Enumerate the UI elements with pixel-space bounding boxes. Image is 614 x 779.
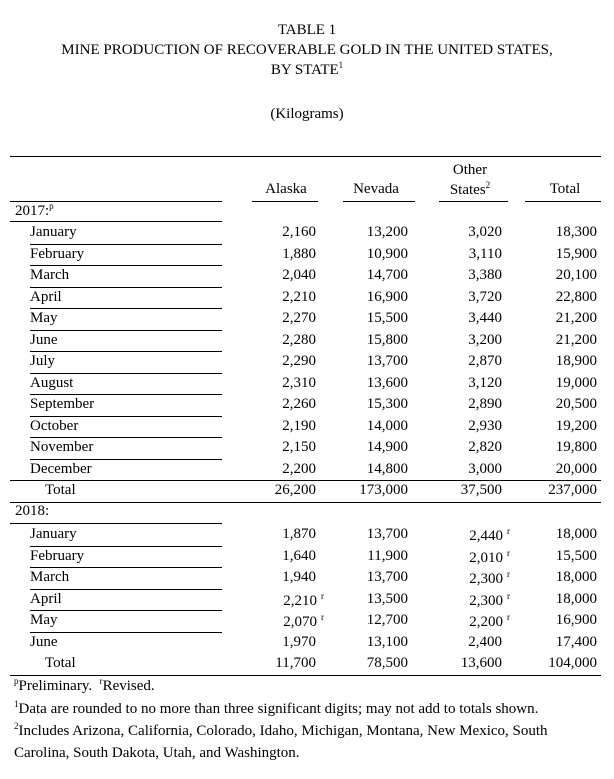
units-label: (Kilograms) bbox=[270, 106, 344, 122]
col-header-other-states: Other States$^2$ bbox=[449, 162, 491, 198]
footnote-2: $^2$Includes Arizona, California, Colorado, Idaho, Michigan, Montana, New Mexico, South bbox=[14, 721, 548, 739]
cell-total: 15,500 bbox=[555, 547, 597, 564]
cell-nevada: 14,700 bbox=[366, 267, 408, 283]
row-divider bbox=[30, 416, 222, 417]
revised-mark: r bbox=[507, 526, 510, 536]
cell-nevada: 13,500 bbox=[366, 590, 408, 607]
row-divider bbox=[30, 546, 222, 547]
cell-total: 20,000 bbox=[555, 460, 597, 477]
cell-other: 3,020 bbox=[468, 224, 502, 240]
total-2017-label: Total bbox=[45, 482, 76, 498]
row-month-label: June bbox=[30, 633, 58, 650]
cell-other: 2,440 $^r$ bbox=[469, 526, 510, 544]
cell-other: 3,380 bbox=[468, 267, 502, 283]
cell-alaska: 1,880 bbox=[282, 245, 316, 262]
row-month-label: January bbox=[30, 224, 77, 240]
revised-mark: r bbox=[507, 612, 510, 622]
cell-alaska: 1,940 bbox=[282, 569, 316, 585]
cell-other: 2,870 bbox=[468, 353, 502, 369]
cell-nevada: 13,700 bbox=[366, 353, 408, 369]
footnote-ref: 1 bbox=[338, 60, 344, 70]
table-title-line-2: BY STATE$^1$ bbox=[270, 60, 344, 78]
revised-mark: r bbox=[507, 569, 510, 579]
cell-nevada: 14,900 bbox=[366, 439, 408, 455]
table-title: MINE PRODUCTION OF RECOVERABLE GOLD IN THE UNITED STATES, bbox=[61, 42, 553, 58]
row-month-label: December bbox=[30, 460, 92, 477]
footnote-1: $^1$Data are rounded to no more than three significant digits; may not add to totals shown. bbox=[14, 699, 539, 717]
row-month-label: October bbox=[30, 417, 79, 434]
year-2018-rule bbox=[10, 523, 222, 524]
year-label-2017: 2017:$^p$ bbox=[15, 201, 54, 219]
cell-alaska: 2,200 bbox=[282, 460, 316, 477]
row-month-label: August bbox=[30, 374, 74, 391]
cell-alaska: 2,210 $^r$ bbox=[283, 590, 324, 609]
cell-alaska: 2,190 bbox=[282, 417, 316, 434]
row-month-label: May bbox=[30, 310, 58, 326]
cell-other: 2,300 $^r$ bbox=[469, 590, 510, 609]
cell-total: 20,500 bbox=[555, 396, 597, 412]
cell-alaska: 1,870 bbox=[282, 526, 316, 542]
cell-other: 2,010 $^r$ bbox=[469, 547, 510, 566]
cell-alaska: 2,310 bbox=[282, 374, 316, 391]
header-rule-alaska bbox=[252, 201, 318, 202]
row-divider bbox=[30, 632, 222, 633]
cell-nevada: 13,600 bbox=[366, 374, 408, 391]
row-divider bbox=[30, 459, 222, 460]
cell-total: 18,900 bbox=[555, 353, 597, 369]
header-rule-other bbox=[439, 201, 508, 202]
total-2018-total: 104,000 bbox=[548, 655, 597, 671]
revised-mark: r bbox=[507, 547, 510, 558]
row-month-label: January bbox=[30, 526, 77, 542]
row-month-label: March bbox=[30, 267, 70, 283]
row-month-label: June bbox=[30, 331, 58, 348]
cell-nevada: 14,000 bbox=[366, 417, 408, 434]
total-2017-other: 37,500 bbox=[460, 482, 502, 498]
cell-alaska: 2,260 bbox=[282, 396, 316, 412]
row-divider bbox=[30, 373, 222, 374]
header-rule-stub bbox=[10, 201, 222, 202]
table-number: TABLE 1 bbox=[277, 22, 337, 38]
cell-nevada: 10,900 bbox=[366, 245, 408, 262]
row-month-label: February bbox=[30, 245, 85, 262]
cell-nevada: 12,700 bbox=[366, 612, 408, 628]
footnote-legend: $^p$Preliminary. $^r$Revised. bbox=[14, 676, 155, 694]
cell-other: 3,120 bbox=[468, 374, 502, 391]
row-divider bbox=[30, 567, 222, 568]
cell-total: 18,000 bbox=[555, 569, 597, 585]
cell-total: 21,200 bbox=[555, 310, 597, 326]
row-month-label: July bbox=[30, 353, 56, 369]
header-rule-nevada bbox=[343, 201, 415, 202]
cell-nevada: 15,500 bbox=[366, 310, 408, 326]
cell-total: 21,200 bbox=[555, 331, 597, 348]
row-divider bbox=[30, 330, 222, 331]
cell-nevada: 14,800 bbox=[366, 460, 408, 477]
row-divider bbox=[30, 610, 222, 611]
header-rule-total bbox=[525, 201, 601, 202]
cell-nevada: 13,700 bbox=[366, 569, 408, 585]
cell-other: 2,820 bbox=[468, 439, 502, 455]
total-2018-label: Total bbox=[45, 655, 76, 671]
year-label-2018: 2018: bbox=[15, 503, 50, 519]
row-month-label: November bbox=[30, 439, 94, 455]
total-2017-alaska: 26,200 bbox=[274, 482, 316, 498]
cell-nevada: 11,900 bbox=[367, 547, 408, 564]
row-divider bbox=[30, 589, 222, 590]
cell-alaska: 1,640 bbox=[282, 547, 316, 564]
total-2017-total: 237,000 bbox=[548, 482, 597, 498]
cell-alaska: 2,150 bbox=[282, 439, 316, 455]
col-header-total: Total bbox=[549, 181, 581, 197]
row-month-label: April bbox=[30, 288, 62, 305]
row-divider bbox=[30, 308, 222, 309]
total-2017-nevada: 173,000 bbox=[359, 482, 408, 498]
cell-other: 2,890 bbox=[468, 396, 502, 412]
cell-nevada: 15,800 bbox=[366, 331, 408, 348]
row-month-label: February bbox=[30, 547, 85, 564]
revised-mark: r bbox=[507, 590, 510, 601]
cell-total: 19,800 bbox=[555, 439, 597, 455]
cell-nevada: 13,200 bbox=[366, 224, 408, 240]
cell-alaska: 2,290 bbox=[282, 353, 316, 369]
cell-total: 18,000 bbox=[555, 590, 597, 607]
cell-alaska: 2,160 bbox=[282, 224, 316, 240]
cell-other: 3,110 bbox=[468, 245, 502, 262]
footnote-2-continued: Carolina, South Dakota, Utah, and Washington. bbox=[14, 745, 300, 761]
row-divider bbox=[30, 437, 222, 438]
row-divider bbox=[30, 351, 222, 352]
cell-other: 2,400 bbox=[468, 633, 502, 650]
cell-other: 2,930 bbox=[468, 417, 502, 434]
cell-other: 3,000 bbox=[468, 460, 502, 477]
cell-total: 18,300 bbox=[555, 224, 597, 240]
cell-total: 19,000 bbox=[555, 374, 597, 391]
cell-nevada: 13,100 bbox=[366, 633, 408, 650]
cell-alaska: 2,280 bbox=[282, 331, 316, 348]
revised-mark: r bbox=[321, 612, 324, 622]
row-divider bbox=[30, 244, 222, 245]
top-rule bbox=[10, 156, 601, 157]
row-divider bbox=[30, 394, 222, 395]
cell-other: 2,300 $^r$ bbox=[469, 569, 510, 587]
cell-alaska: 1,970 bbox=[282, 633, 316, 650]
cell-alaska: 2,040 bbox=[282, 267, 316, 283]
row-month-label: May bbox=[30, 612, 58, 628]
cell-nevada: 16,900 bbox=[366, 288, 408, 305]
total-2018-other: 13,600 bbox=[460, 655, 502, 671]
col-header-nevada: Nevada bbox=[353, 181, 399, 197]
col-header-alaska: Alaska bbox=[265, 181, 307, 197]
row-month-label: April bbox=[30, 590, 62, 607]
row-divider bbox=[30, 287, 222, 288]
cell-total: 17,400 bbox=[555, 633, 597, 650]
cell-alaska: 2,210 bbox=[282, 288, 316, 305]
cell-other: 3,200 bbox=[468, 331, 502, 348]
cell-total: 16,900 bbox=[555, 612, 597, 628]
total-2018-alaska: 11,700 bbox=[275, 655, 316, 671]
cell-total: 18,000 bbox=[555, 526, 597, 542]
row-month-label: March bbox=[30, 569, 70, 585]
cell-alaska: 2,270 bbox=[282, 310, 316, 326]
cell-other: 2,200 $^r$ bbox=[469, 612, 510, 630]
total-2017-rule-bottom bbox=[10, 502, 601, 503]
total-2017-rule-top bbox=[10, 480, 601, 481]
cell-nevada: 15,300 bbox=[366, 396, 408, 412]
year-2017-rule bbox=[10, 221, 222, 222]
row-month-label: September bbox=[30, 396, 95, 412]
total-2018-nevada: 78,500 bbox=[366, 655, 408, 671]
cell-other: 3,720 bbox=[468, 288, 502, 305]
cell-nevada: 13,700 bbox=[366, 526, 408, 542]
cell-total: 15,900 bbox=[555, 245, 597, 262]
cell-other: 3,440 bbox=[468, 310, 502, 326]
revised-mark: r bbox=[321, 590, 324, 601]
row-divider bbox=[30, 265, 222, 266]
cell-total: 20,100 bbox=[555, 267, 597, 283]
cell-alaska: 2,070 $^r$ bbox=[283, 612, 324, 630]
cell-total: 22,800 bbox=[555, 288, 597, 305]
cell-total: 19,200 bbox=[555, 417, 597, 434]
